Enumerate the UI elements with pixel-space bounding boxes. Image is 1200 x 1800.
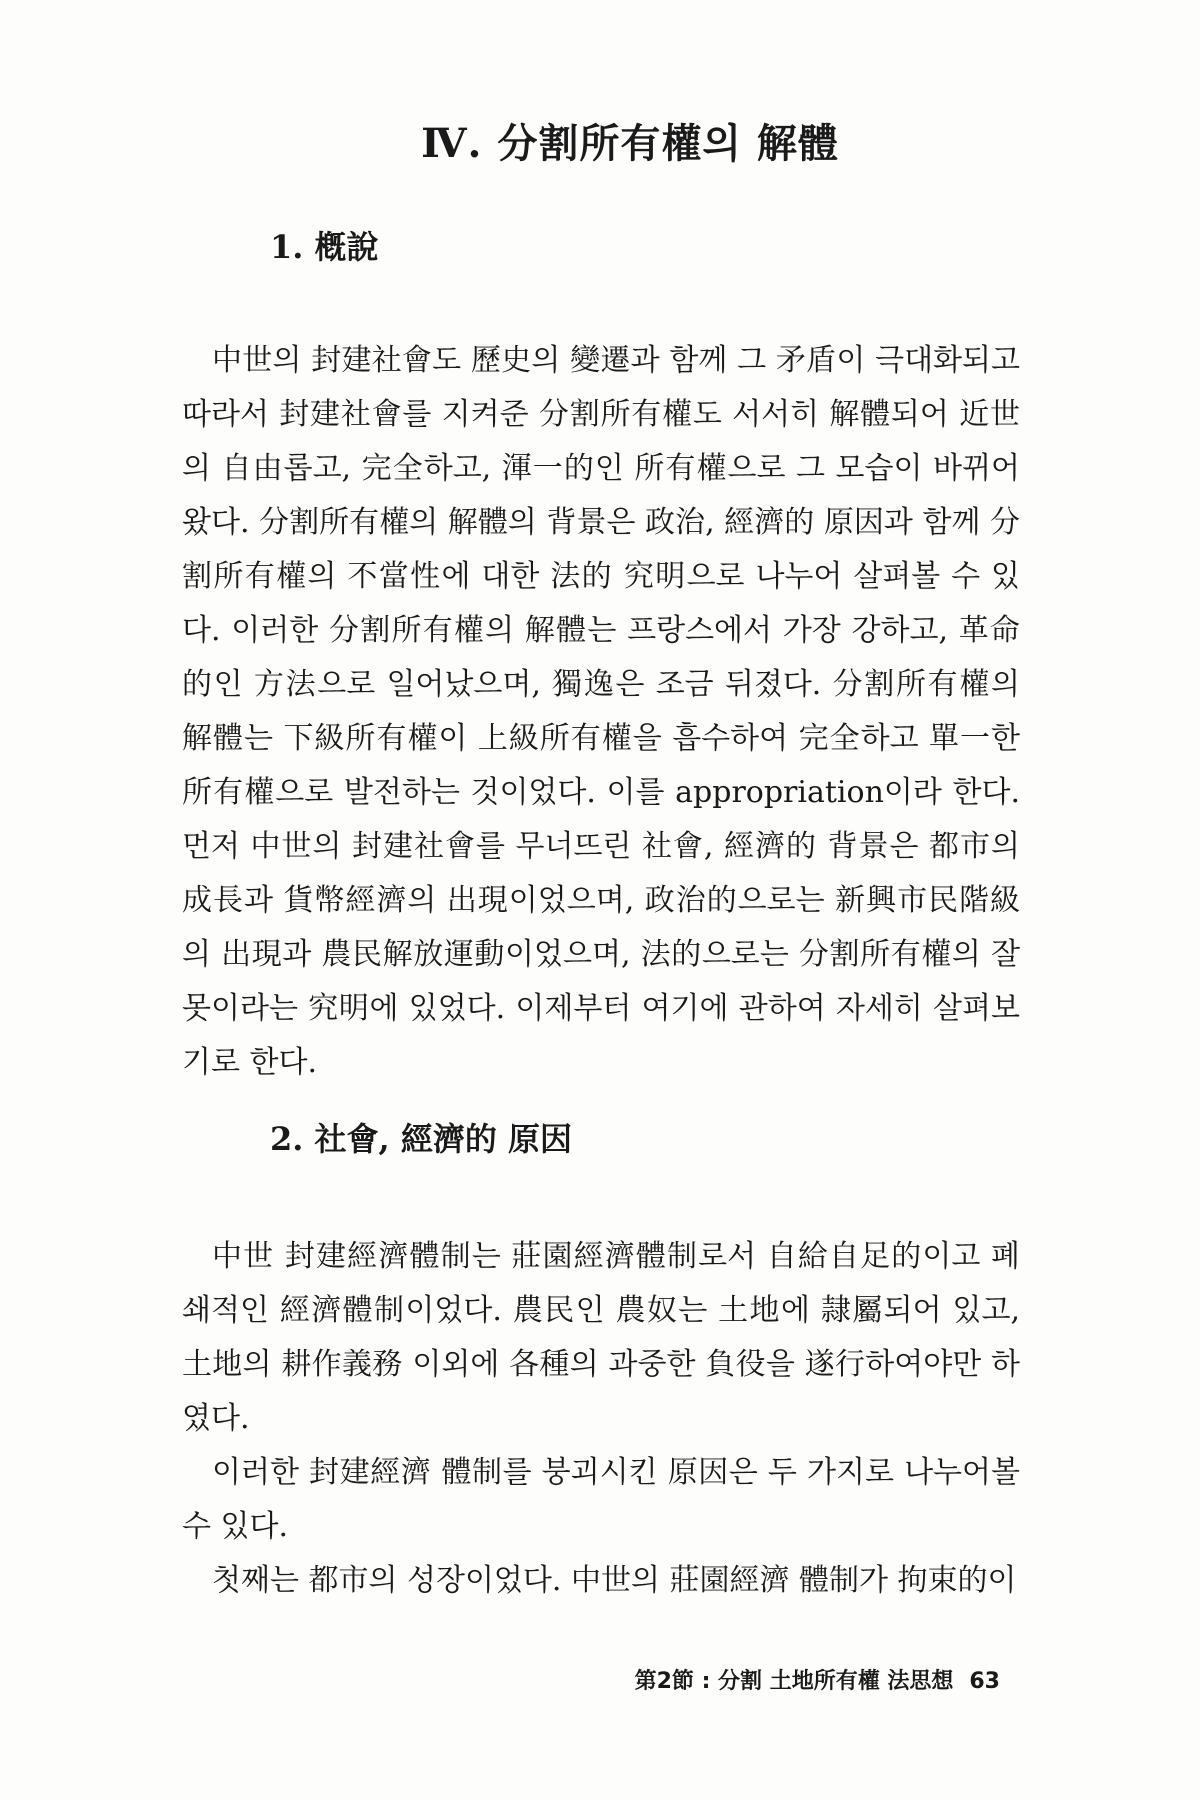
section-body xyxy=(182,1230,1020,1608)
running-footer xyxy=(635,1664,1000,1695)
running-title: 第2節 : 分割 土地所有權 法思想 xyxy=(634,1669,954,1694)
paragraph: 中世 封建經濟體制는 莊園經濟體制로서 自給自足的이고 폐쇄적인 經濟體制이었다. 農民인 農奴는 土地에 隷屬되어 있고, 土地의 耕作義務 이외에 各種의 과중한 負役을 遂行하여야만 하였다. xyxy=(182,1239,1020,1436)
chapter-title: Ⅳ. 分割所有權의 解體 xyxy=(421,120,839,167)
paragraph: 中世의 封建社會도 歷史의 變遷과 함께 그 矛盾이 극대화되고 따라서 封建社會를 지켜준 分割所有權도 서서히 解體되어 近世의 自由롭고, 完全하고, 渾一的인 所有權으로 그 모습이 바뀌어 왔다. 分割所有權의 解體의 背景은 政治, 經濟的 原因과 함께 分割所有權의 不當性에 대한 法的 究明으로 나누어 살펴볼 수 있다. 이러한 分割所有權의 解體는 프랑스에서 가장 강하고, 革命的인 方法으로 일어났으며, 獨逸은 조금 뒤졌다. 分割所有權의 解體는 下級所有權이 上級所有權을 흡수하여 完全하고 單一한 所有權으로 발전하는 것이었다. 이를 appropriation이라 한다. 먼저 中世의 封建社會를 무너뜨린 社會, 經濟的 背景은 都市의 成長과 貨幣經濟의 出現이었으며, 政治的으로는 新興市民階級의 出現과 農民解放運動이었으며, 法的으로는 分割所有權의 잘못이라는 究明에 있었다. 이제부터 여기에 관하여 자세히 살펴보기로 한다. xyxy=(182,343,1020,1080)
paragraph: 첫째는 都市의 성장이었다. 中世의 莊園經濟 體制가 拘束的이 xyxy=(212,1563,1017,1598)
paragraph: 이러한 封建經濟 體制를 붕괴시킨 原因은 두 가지로 나누어볼 수 있다. xyxy=(182,1455,1020,1544)
section-heading: 2. 社會, 經濟的 原因 xyxy=(270,1120,572,1158)
section-body xyxy=(182,334,1020,1090)
page-number: 63 xyxy=(969,1669,1000,1694)
section-heading: 1. 槪說 xyxy=(270,228,379,266)
